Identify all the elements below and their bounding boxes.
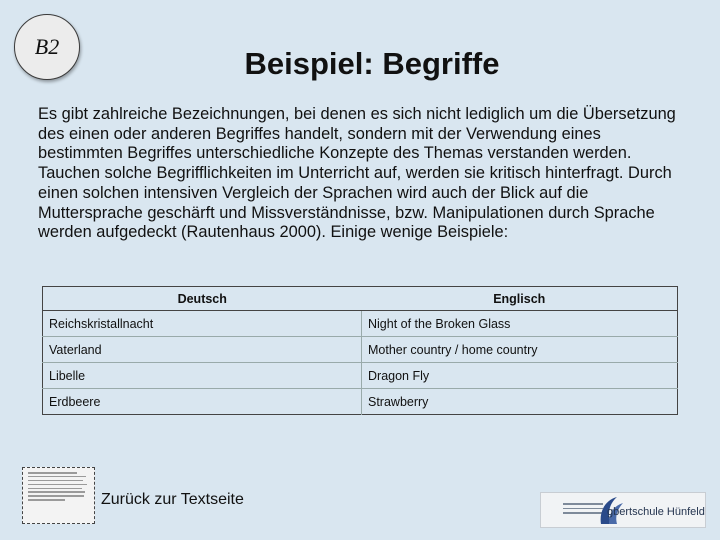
body-paragraph: Es gibt zahlreiche Bezeichnungen, bei denen es sich nicht lediglich um die Übersetzung des einen oder anderen Begriffes handelt, sondern mit der Verwendung eines bestimmten Begriffes unterschiedliche Konzepte des Themas verstanden werden. Tauchen solche Begrifflichkeiten im Unterricht auf, werden sie kritisch hinterfragt. Durch einen solchen intensiven Vergleich der Sprachen wird auch der Blick auf die Muttersprache geschärft und Missverständnisse, bzw. Manipulationen durch Sprache werden aufgedeckt (Rautenhaus 2000). Einige wenige Beispiele: [38, 105, 676, 242]
back-to-text-link[interactable]: Zurück zur Textseite [101, 491, 244, 508]
terms-table [42, 286, 678, 415]
table-row [43, 311, 678, 337]
table-row [43, 337, 678, 363]
cell-deutsch: Libelle [43, 363, 362, 389]
table-row [43, 389, 678, 415]
cell-englisch: Night of the Broken Glass [362, 311, 678, 337]
cell-englisch: Mother country / home country [362, 337, 678, 363]
table-header-row [43, 287, 678, 311]
cell-deutsch: Erdbeere [43, 389, 362, 415]
cell-deutsch: Vaterland [43, 337, 362, 363]
badge-label: B2 [34, 34, 60, 59]
page-title: Beispiel: Begriffe [244, 46, 500, 81]
logo-text: gbertschule Hünfeld [607, 506, 705, 518]
table-row [43, 363, 678, 389]
column-header-deutsch: Deutsch [43, 287, 362, 311]
cell-englisch: Strawberry [368, 394, 429, 409]
text-page-thumbnail[interactable] [22, 467, 95, 524]
column-header-englisch: Englisch [362, 287, 678, 311]
cell-englisch: Dragon Fly [362, 363, 678, 389]
cell-deutsch: Reichskristallnacht [43, 311, 362, 337]
school-logo [540, 492, 706, 528]
